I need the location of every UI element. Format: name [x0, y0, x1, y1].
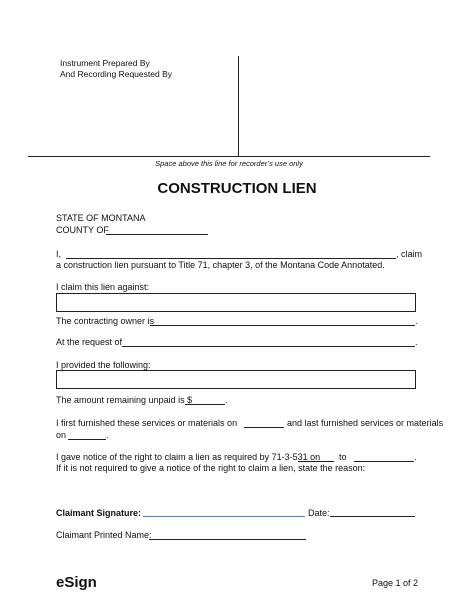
- furnished-period: .: [106, 430, 109, 440]
- provided-field[interactable]: [56, 370, 416, 389]
- notice-period: .: [414, 452, 417, 462]
- lien-against-label: I claim this lien against:: [56, 282, 150, 292]
- furnished-text-2: and last furnished services or materials: [287, 418, 444, 428]
- notice-text-2: to: [339, 452, 347, 462]
- state-line: STATE OF MONTANA: [56, 213, 146, 223]
- claim-suffix: , claim: [396, 249, 423, 259]
- owner-field[interactable]: [150, 325, 415, 326]
- last-furnished-date-field[interactable]: [68, 439, 106, 440]
- recorder-line: [28, 156, 430, 157]
- esign-logo: eSign: [56, 574, 97, 591]
- document-title: CONSTRUCTION LIEN: [157, 180, 317, 197]
- furnished-text-3: on: [56, 430, 67, 440]
- request-label: At the request of: [56, 337, 123, 347]
- notice-text-1: I gave notice of the right to claim a lien as required by 71-3-531 on: [56, 452, 321, 462]
- notice-reason-text: If it is not required to give a notice of the right to claim a lien, state the reason:: [56, 463, 366, 473]
- claim-statute-text: a construction lien pursuant to Title 71, chapter 3, of the Montana Code Annotated.: [56, 260, 385, 270]
- claimant-name-field[interactable]: [66, 258, 396, 259]
- owner-label: The contracting owner is: [56, 316, 155, 326]
- claimant-printed-name-field[interactable]: [149, 539, 306, 540]
- claimant-printed-name-label: Claimant Printed Name:: [56, 530, 152, 540]
- page-number: Page 1 of 2: [372, 578, 419, 588]
- signature-date-field[interactable]: [330, 516, 415, 517]
- recording-requested-label: And Recording Requested By: [60, 69, 172, 79]
- lien-against-field[interactable]: [56, 293, 416, 312]
- notice-recipient-field[interactable]: [354, 461, 414, 462]
- request-period: .: [415, 337, 418, 347]
- claimant-signature-field[interactable]: [143, 516, 305, 517]
- recorder-note: Space above this line for recorder’s use only: [155, 159, 303, 168]
- claim-prefix: I,: [56, 249, 62, 259]
- amount-field[interactable]: [185, 404, 225, 405]
- request-field[interactable]: [122, 346, 415, 347]
- header-divider-vertical: [238, 56, 239, 156]
- county-field[interactable]: [106, 234, 208, 235]
- amount-label: The amount remaining unpaid is $: [56, 395, 193, 405]
- furnished-text-1: I first furnished these services or materials on: [56, 418, 238, 428]
- county-label: COUNTY OF: [56, 225, 109, 235]
- provided-label: I provided the following:: [56, 360, 151, 370]
- first-furnished-date-field[interactable]: [244, 427, 284, 428]
- date-label: Date:: [308, 508, 330, 518]
- claimant-signature-label: Claimant Signature:: [56, 508, 142, 518]
- notice-date-field[interactable]: [298, 461, 334, 462]
- prepared-by-label: Instrument Prepared By: [60, 58, 150, 68]
- owner-period: .: [415, 316, 418, 326]
- amount-period: .: [225, 395, 228, 405]
